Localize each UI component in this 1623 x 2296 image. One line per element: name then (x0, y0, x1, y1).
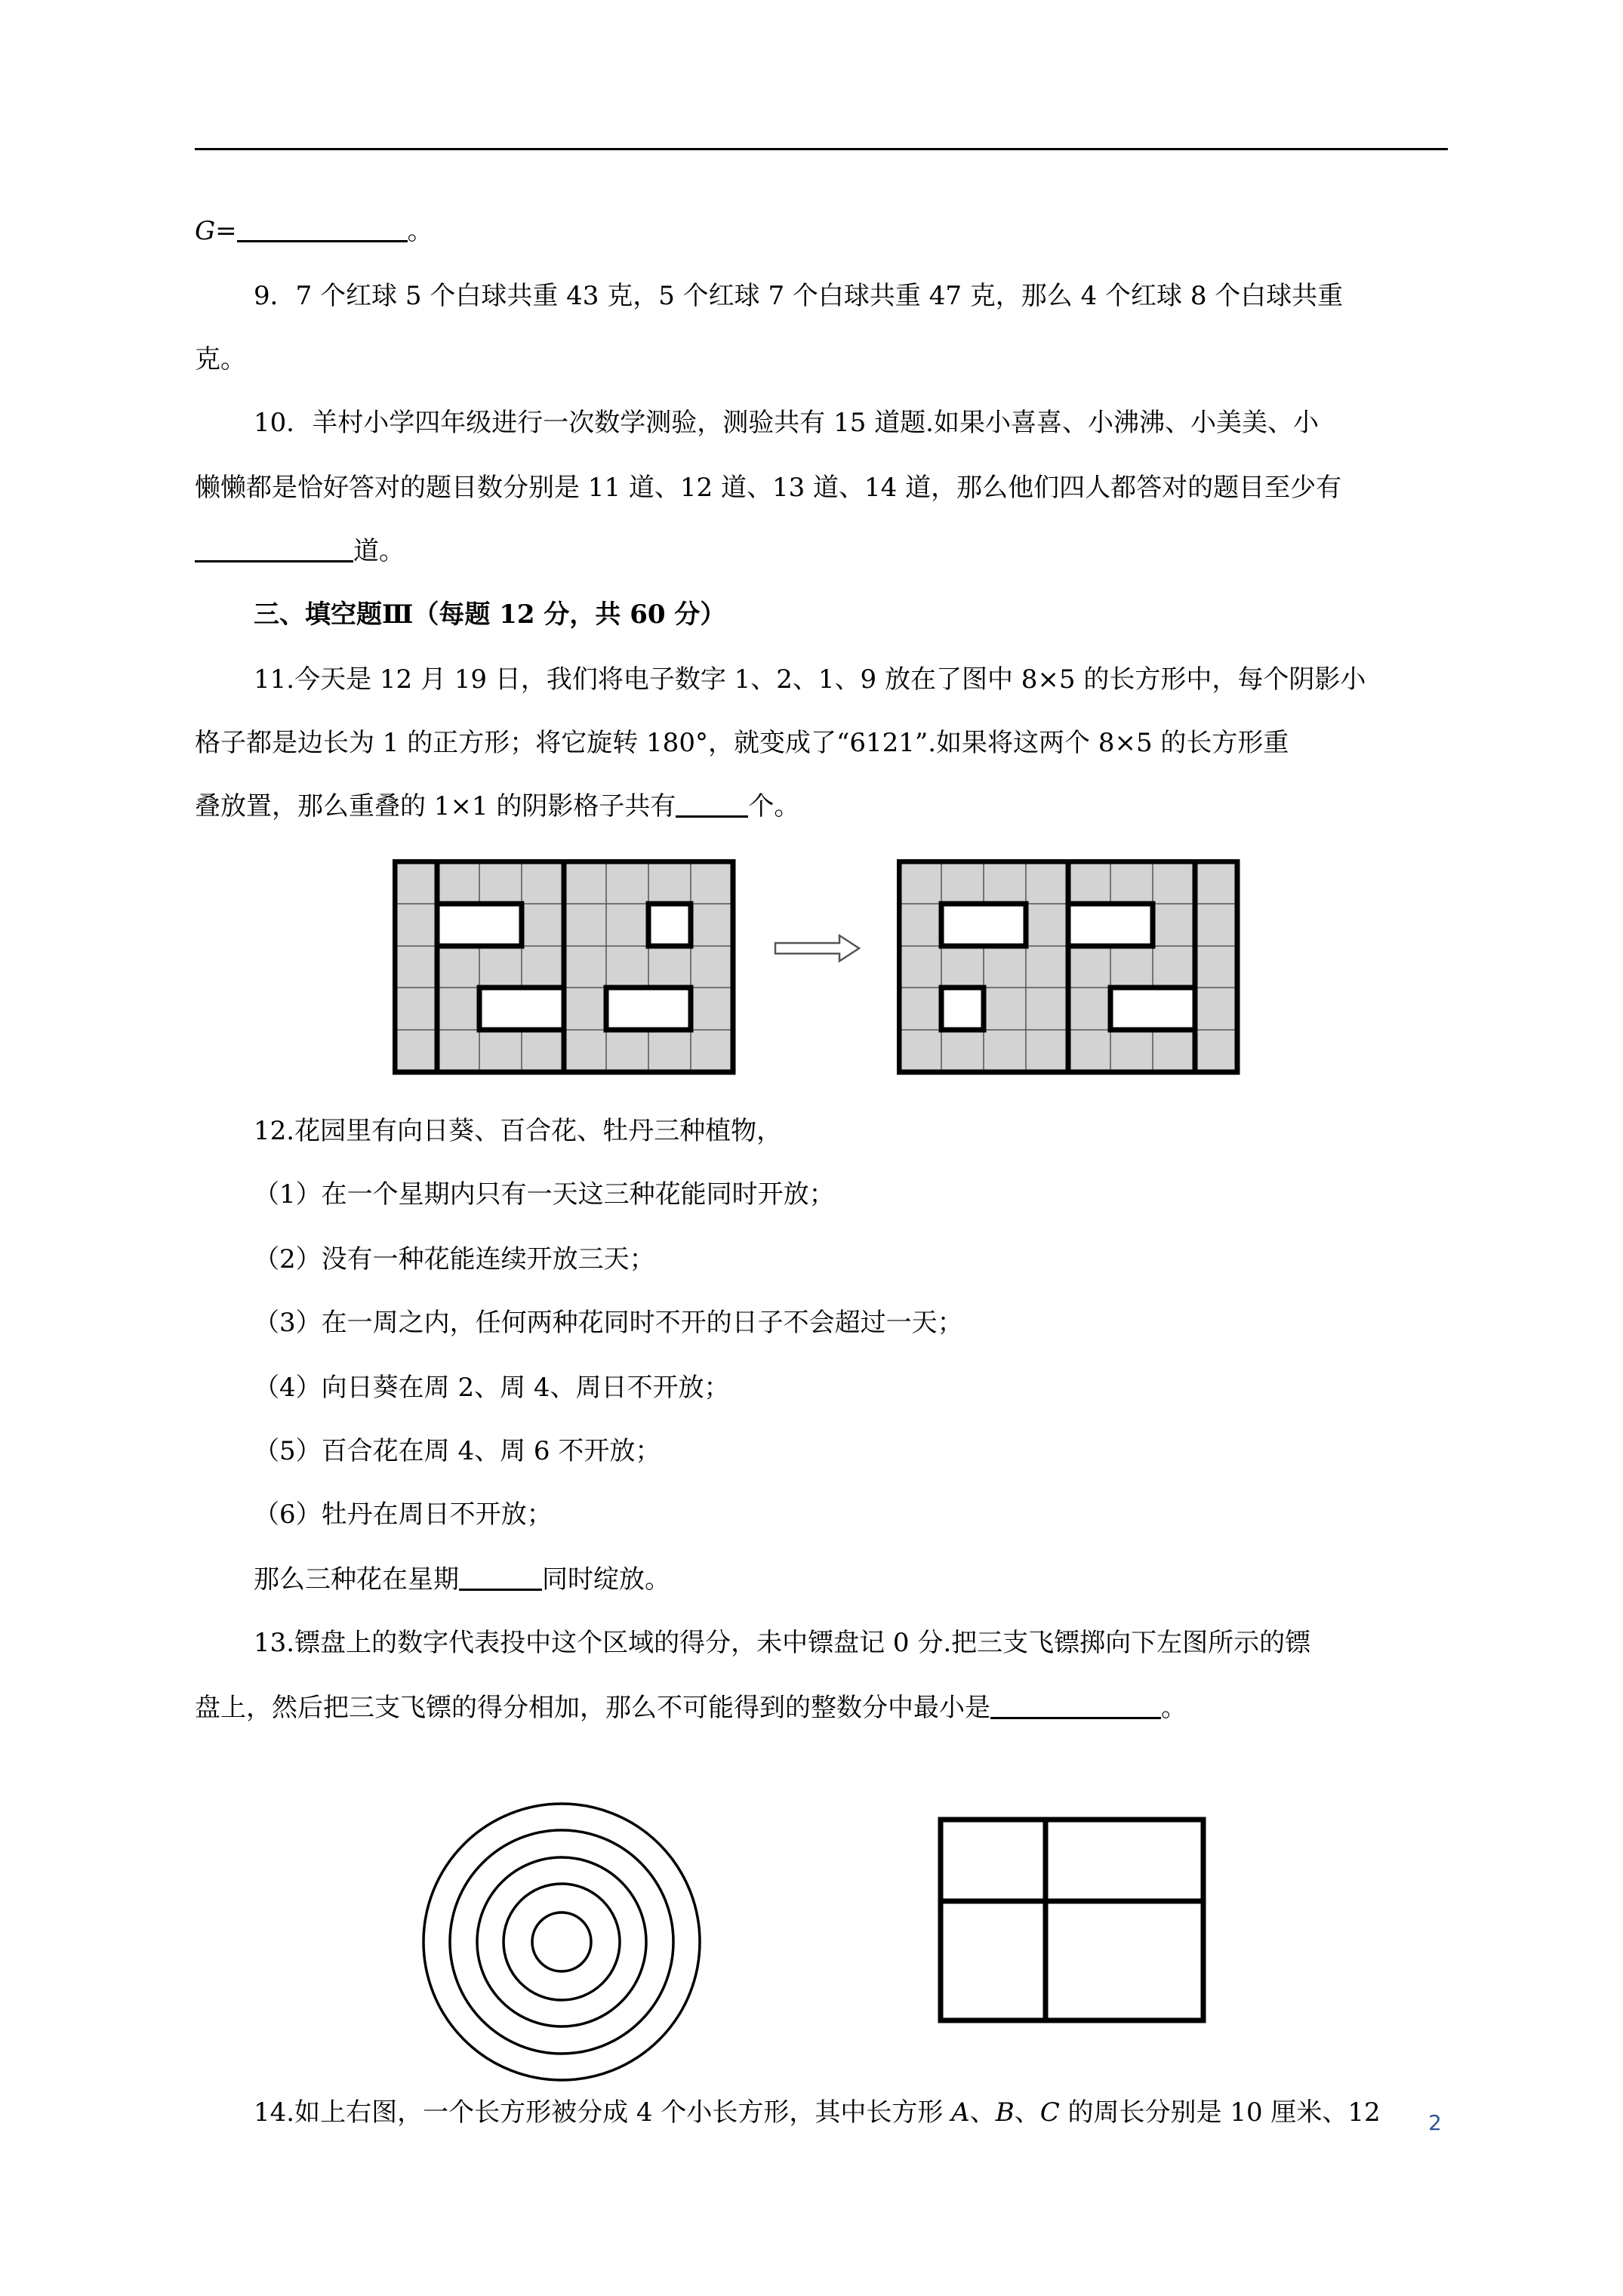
q13-suffix: 。 (1161, 1693, 1187, 1723)
digit-grid-1219 (393, 859, 740, 1078)
rotate-arrow-icon (773, 932, 864, 965)
q12-condition-5: （5）百合花在周 4、周 6 不开放； (254, 1436, 661, 1466)
q13-line-2 (195, 1691, 1187, 1724)
q12-condition-2: （2）没有一种花能连续开放三天； (254, 1244, 655, 1274)
q10-answer-blank[interactable] (195, 535, 353, 562)
q13-line-2-prefix: 盘上，然后把三支飞镖的得分相加，那么不可能得到的整数分中最小是 (195, 1693, 990, 1723)
q12-answer-blank[interactable] (459, 1563, 542, 1591)
dartboard-figure (420, 1800, 704, 2084)
q9-line-1: 9．7 个红球 5 个白球共重 43 克，5 个红球 7 个白球共重 47 克，那么 4 个红球 8 个白球共重 (254, 281, 1344, 311)
q12-condition-6: （6）牡丹在周日不开放； (254, 1499, 553, 1530)
q12-intro: 12.花园里有向日葵、百合花、牡丹三种植物， (254, 1116, 783, 1146)
page-number: 2 (1428, 2110, 1442, 2135)
digit-grid-6121 (897, 859, 1244, 1078)
q12-ending (254, 1563, 670, 1596)
q14-part-1: 14.如上右图，一个长方形被分成 4 个小长方形，其中长方形 (254, 2097, 952, 2128)
q11-line-3 (195, 790, 799, 823)
q14-part-2: 的周长分别是 10 厘米、12 (1059, 2097, 1381, 2128)
q12-condition-4: （4）向日葵在周 2、周 4、周日不开放； (254, 1373, 730, 1403)
header-rule (195, 148, 1448, 150)
q13-line-1: 13.镖盘上的数字代表投中这个区域的得分，未中镖盘记 0 分.把三支飞镖掷向下左图所示的镖 (254, 1628, 1311, 1658)
q11-answer-blank[interactable] (676, 790, 748, 818)
q12-condition-3: （3）在一周之内，任何两种花同时不开的日子不会超过一天； (254, 1308, 963, 1338)
q8-prefix: G= (195, 216, 237, 246)
q10-line-3 (195, 535, 405, 568)
q12-ending-suffix: 同时绽放。 (542, 1564, 670, 1595)
section-3-title: 三、填空题Ⅲ（每题 12 分，共 60 分） (254, 599, 726, 630)
q11-line-2: 格子都是边长为 1 的正方形；将它旋转 180°，就变成了“6121”.如果将这两个 8×5 的长方形重 (195, 728, 1289, 758)
q14-var-b: B (995, 2097, 1015, 2128)
q10-line-2: 懒懒都是恰好答对的题目数分别是 11 道、12 道、13 道、14 道，那么他们四人都答对的题目至少有 (195, 473, 1342, 503)
q13-answer-blank[interactable] (990, 1691, 1161, 1719)
q14-sep-1: 、 (969, 2097, 996, 2128)
q11-line-1: 11.今天是 12 月 19 日，我们将电子数字 1、2、1、9 放在了图中 8×5 的长方形中，每个阴影小 (254, 664, 1366, 695)
q8-answer-blank[interactable] (237, 214, 408, 242)
q14-sep-2: 、 (1014, 2097, 1040, 2128)
q8-suffix: 。 (407, 216, 433, 246)
q12-ending-prefix: 那么三种花在星期 (254, 1564, 459, 1595)
q11-line-3-prefix: 叠放置，那么重叠的 1×1 的阴影格子共有 (195, 791, 676, 821)
q9-line-2: 克。 (195, 344, 246, 374)
q12-condition-1: （1）在一个星期内只有一天这三种花能同时开放； (254, 1179, 835, 1210)
q10-line-1: 10．羊村小学四年级进行一次数学测验，测验共有 15 道题.如果小喜喜、小沸沸、小美美、小 (254, 408, 1319, 438)
q14-line-1 (254, 2096, 1381, 2129)
q14-var-a: A (951, 2097, 970, 2128)
q11-suffix: 个。 (748, 791, 800, 821)
q8-answer-line (195, 214, 433, 248)
divided-rectangle-figure (938, 1817, 1208, 2025)
q10-suffix: 道。 (353, 536, 405, 566)
q14-var-c: C (1039, 2097, 1060, 2128)
